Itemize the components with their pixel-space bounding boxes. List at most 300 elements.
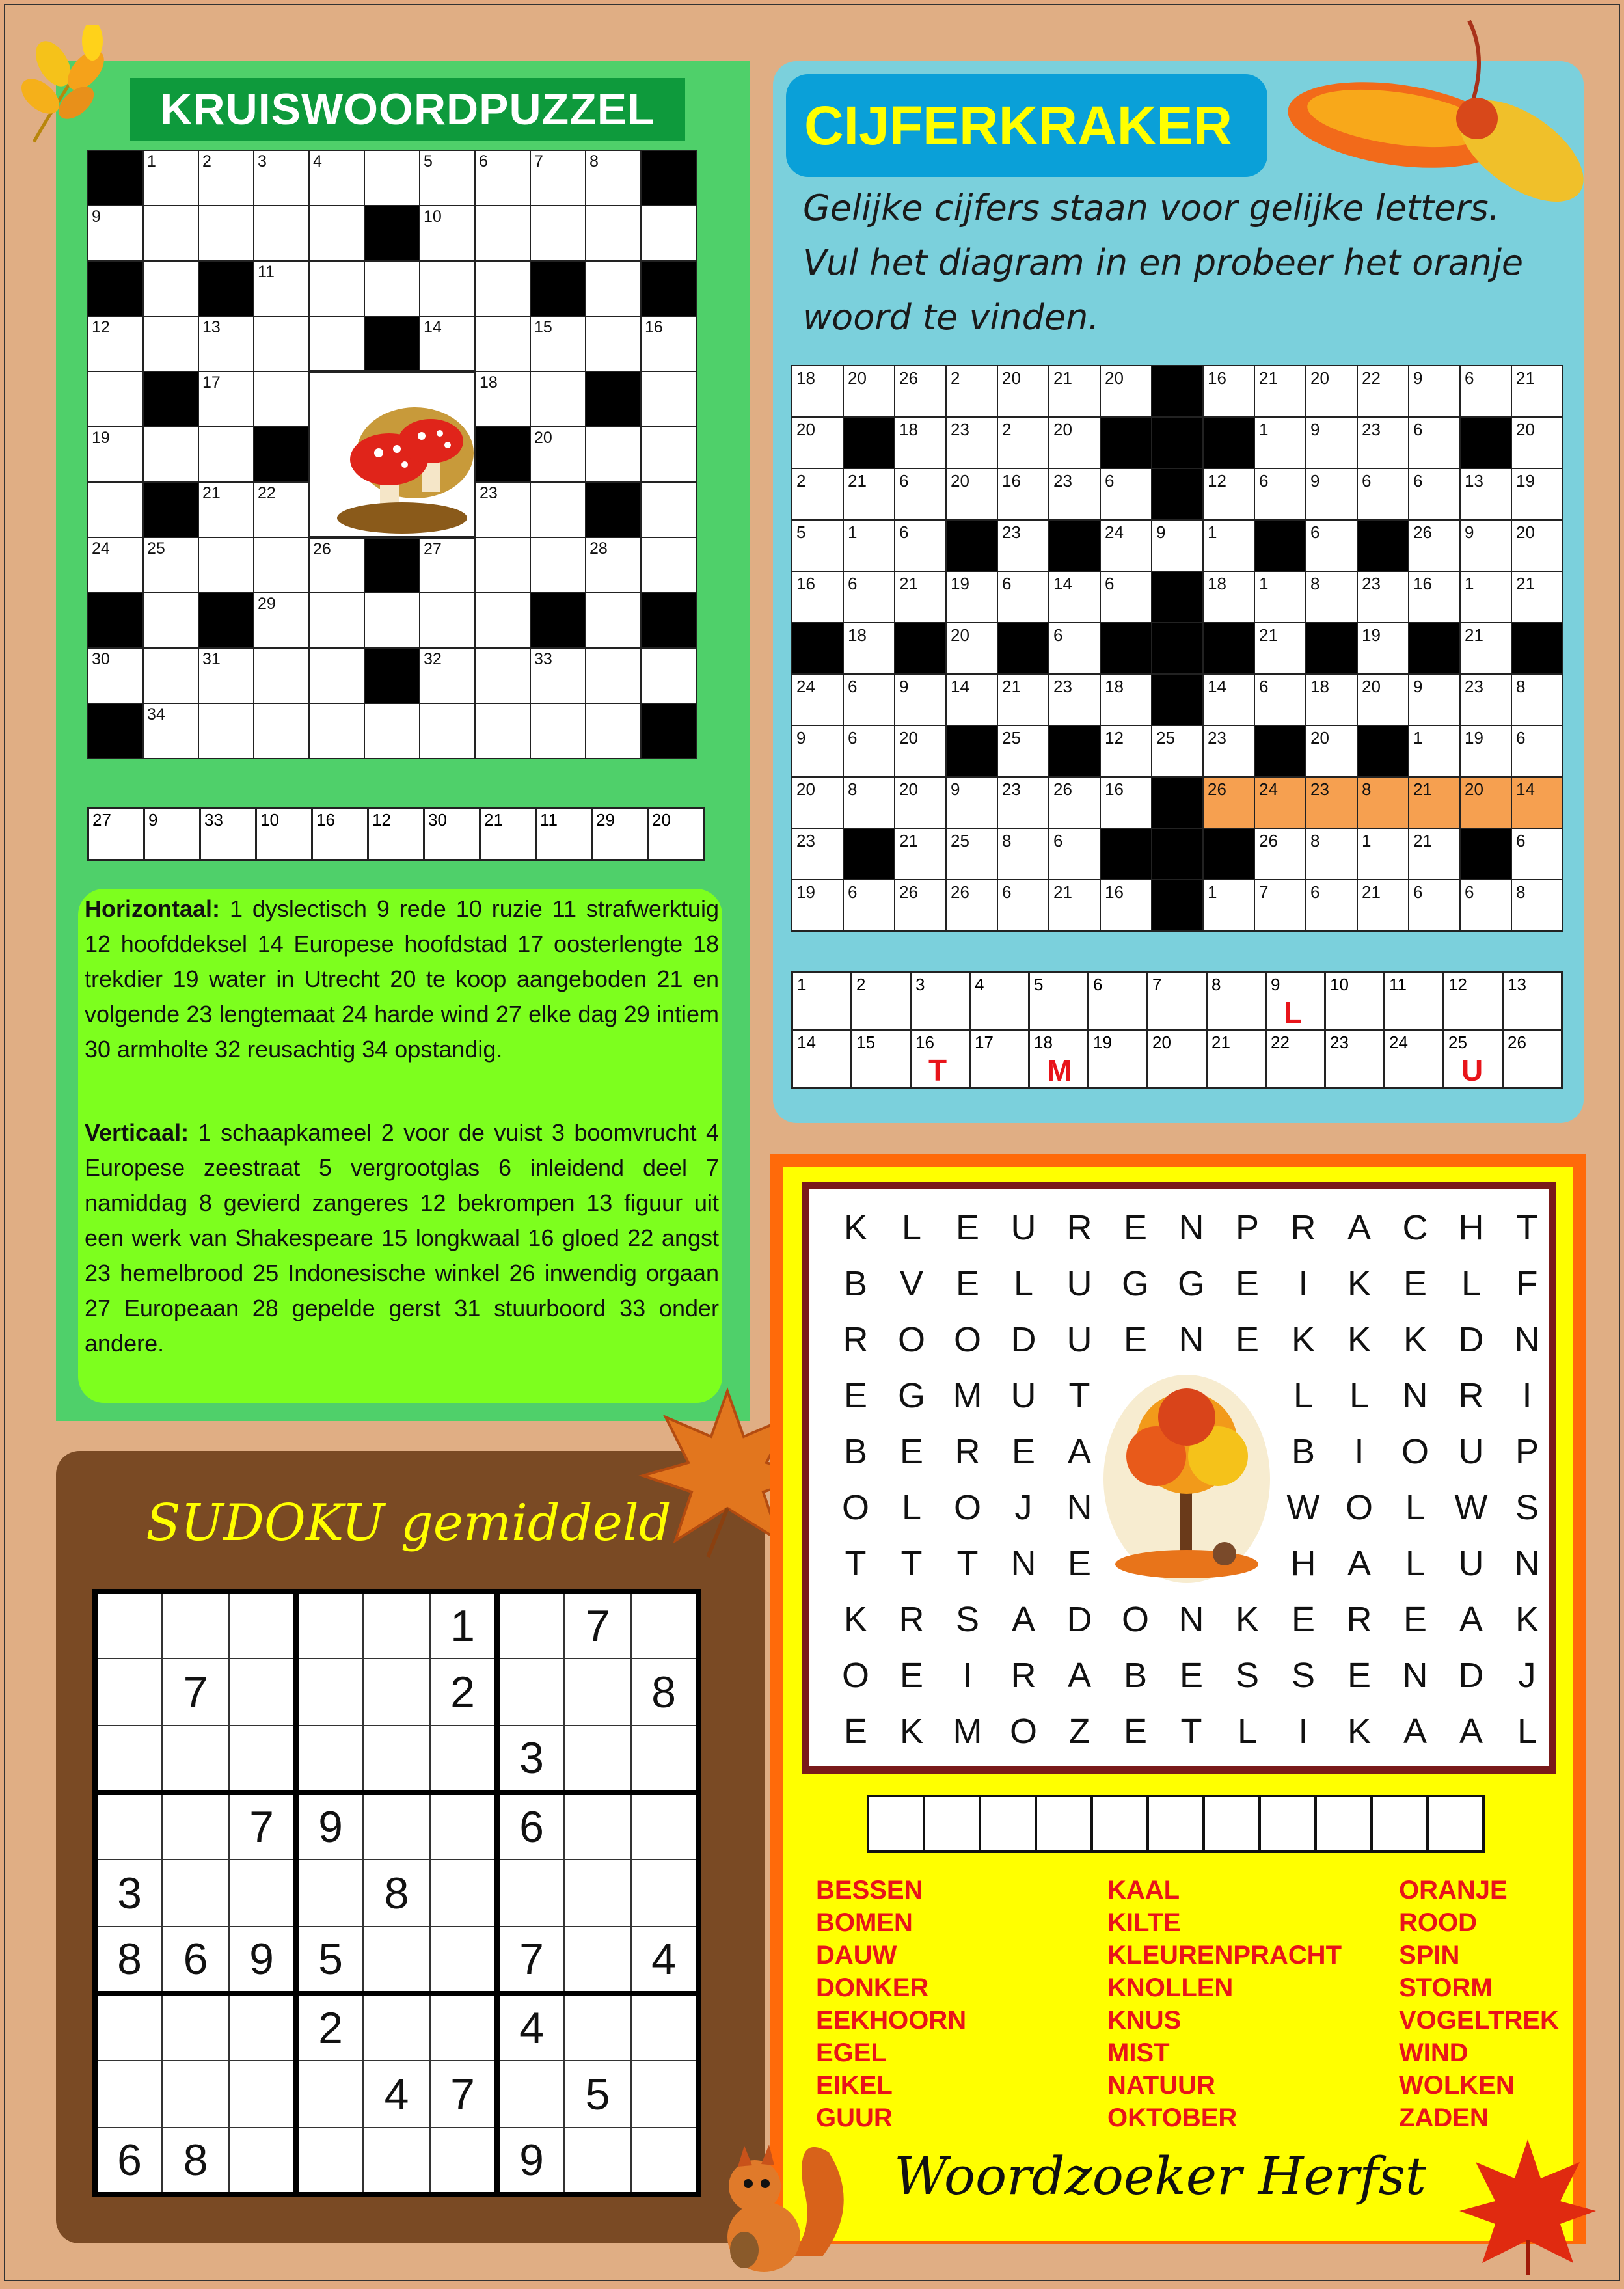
crossword-cell[interactable]: [641, 372, 696, 427]
code-cracker-cell[interactable]: [1203, 571, 1254, 623]
crossword-cell[interactable]: [586, 427, 641, 482]
code-cracker-cell[interactable]: [843, 674, 895, 725]
crossword-solution-cell[interactable]: [480, 808, 536, 860]
word-search-letter[interactable]: F: [1516, 1264, 1538, 1303]
crossword-cell[interactable]: [309, 593, 364, 648]
crossword-cell[interactable]: [198, 316, 254, 372]
crossword-cell[interactable]: [88, 316, 143, 372]
code-cracker-cell[interactable]: [895, 880, 946, 931]
crossword-solution-cell[interactable]: [424, 808, 480, 860]
crossword-solution-cell[interactable]: [592, 808, 648, 860]
code-cracker-cell[interactable]: [792, 777, 843, 828]
code-key-cell[interactable]: [911, 1030, 970, 1088]
word-search-letter[interactable]: W: [1286, 1488, 1320, 1527]
sudoku-cell[interactable]: [296, 2128, 363, 2195]
sudoku-cell[interactable]: [363, 1994, 430, 2061]
code-key-cell[interactable]: [970, 1030, 1029, 1088]
code-cracker-cell[interactable]: [792, 828, 843, 880]
word-search-letter[interactable]: I: [1298, 1712, 1308, 1751]
word-search-letter[interactable]: D: [1066, 1600, 1092, 1639]
code-cracker-cell[interactable]: [1203, 674, 1254, 725]
word-search-solution-box[interactable]: [1316, 1796, 1372, 1852]
code-cracker-cell[interactable]: [1511, 468, 1563, 520]
crossword-cell[interactable]: [420, 593, 475, 648]
word-search-letter[interactable]: R: [843, 1320, 869, 1359]
word-search-letter[interactable]: Z: [1068, 1712, 1090, 1751]
word-search-solution-box[interactable]: [1204, 1796, 1260, 1852]
sudoku-cell[interactable]: [363, 1927, 430, 1994]
code-cracker-cell[interactable]: [997, 777, 1049, 828]
sudoku-cell[interactable]: [229, 1726, 296, 1793]
code-cracker-cell[interactable]: [1511, 828, 1563, 880]
sudoku-cell[interactable]: 4: [363, 2061, 430, 2128]
sudoku-cell[interactable]: [564, 1927, 631, 1994]
word-search-letter[interactable]: N: [1010, 1544, 1036, 1583]
code-cracker-cell[interactable]: [1254, 623, 1306, 674]
code-cracker-cell[interactable]: [1511, 571, 1563, 623]
crossword-cell[interactable]: [530, 537, 586, 593]
code-cracker-cell[interactable]: [1357, 674, 1409, 725]
crossword-cell[interactable]: [420, 261, 475, 316]
sudoku-cell[interactable]: 8: [162, 2128, 229, 2195]
sudoku-cell[interactable]: [497, 1591, 564, 1659]
word-search-letter[interactable]: B: [1123, 1656, 1148, 1695]
crossword-cell[interactable]: [198, 482, 254, 537]
code-cracker-cell[interactable]: [997, 880, 1049, 931]
crossword-cell[interactable]: [586, 593, 641, 648]
sudoku-cell[interactable]: [229, 1591, 296, 1659]
crossword-solution-cell[interactable]: [368, 808, 424, 860]
word-search-letter[interactable]: E: [1235, 1264, 1260, 1303]
crossword-cell[interactable]: [198, 427, 254, 482]
word-search-letter[interactable]: K: [1403, 1320, 1428, 1359]
sudoku-cell[interactable]: [564, 1793, 631, 1860]
word-search-letter[interactable]: M: [953, 1376, 982, 1415]
word-search-letter[interactable]: K: [1235, 1600, 1260, 1639]
sudoku-cell[interactable]: 8: [631, 1659, 698, 1726]
sudoku-cell[interactable]: 1: [430, 1591, 497, 1659]
crossword-cell[interactable]: [143, 427, 198, 482]
sudoku-cell[interactable]: [95, 2061, 162, 2128]
crossword-cell[interactable]: [309, 703, 364, 759]
crossword-cell[interactable]: [420, 206, 475, 261]
crossword-cell[interactable]: [143, 703, 198, 759]
crossword-cell[interactable]: [198, 206, 254, 261]
word-search-letter[interactable]: T: [900, 1544, 923, 1583]
code-cracker-orange-cell[interactable]: [1511, 777, 1563, 828]
sudoku-cell[interactable]: 9: [497, 2128, 564, 2195]
code-cracker-cell[interactable]: [1306, 828, 1357, 880]
word-search-letter[interactable]: A: [1011, 1600, 1036, 1639]
word-search-letter[interactable]: I: [1522, 1376, 1532, 1415]
word-search-solution-box[interactable]: [1148, 1796, 1204, 1852]
code-cracker-cell[interactable]: [1203, 520, 1254, 571]
sudoku-cell[interactable]: [430, 1726, 497, 1793]
word-search-letter[interactable]: N: [1402, 1656, 1428, 1695]
word-search-letter[interactable]: E: [1123, 1320, 1148, 1359]
sudoku-cell[interactable]: [363, 1726, 430, 1793]
code-key-cell[interactable]: [1148, 972, 1207, 1030]
crossword-cell[interactable]: [530, 316, 586, 372]
code-cracker-cell[interactable]: [895, 520, 946, 571]
code-key-cell[interactable]: [1444, 972, 1503, 1030]
word-search-letter[interactable]: B: [843, 1264, 868, 1303]
word-search-letter[interactable]: L: [1405, 1544, 1426, 1583]
code-cracker-cell[interactable]: [946, 674, 997, 725]
word-search-letter[interactable]: R: [954, 1432, 981, 1471]
sudoku-cell[interactable]: [631, 1591, 698, 1659]
code-cracker-cell[interactable]: [1049, 571, 1100, 623]
code-cracker-cell[interactable]: [1100, 777, 1152, 828]
code-cracker-cell[interactable]: [997, 674, 1049, 725]
code-cracker-cell[interactable]: [1306, 520, 1357, 571]
sudoku-cell[interactable]: [631, 2128, 698, 2195]
crossword-cell[interactable]: [254, 537, 309, 593]
crossword-cell[interactable]: [143, 150, 198, 206]
code-key-cell[interactable]: [1207, 972, 1266, 1030]
crossword-cell[interactable]: [420, 703, 475, 759]
word-search-letter[interactable]: A: [1347, 1544, 1372, 1583]
sudoku-cell[interactable]: [95, 1793, 162, 1860]
word-search-letter[interactable]: M: [953, 1712, 982, 1751]
word-search-solution-box[interactable]: [1372, 1796, 1428, 1852]
word-search-letter[interactable]: P: [1515, 1432, 1539, 1471]
crossword-solution-cell[interactable]: [88, 808, 144, 860]
word-search-solution-box[interactable]: [868, 1796, 924, 1852]
word-search-letter[interactable]: S: [955, 1600, 980, 1639]
code-cracker-cell[interactable]: [1409, 674, 1460, 725]
word-search-letter[interactable]: O: [841, 1656, 869, 1695]
code-cracker-cell[interactable]: [1357, 623, 1409, 674]
crossword-cell[interactable]: [143, 648, 198, 703]
code-cracker-cell[interactable]: [1049, 674, 1100, 725]
word-search-letter[interactable]: L: [901, 1488, 922, 1527]
word-search-letter[interactable]: A: [1403, 1712, 1428, 1751]
code-cracker-cell[interactable]: [1460, 520, 1511, 571]
code-cracker-cell[interactable]: [1409, 571, 1460, 623]
code-cracker-cell[interactable]: [1409, 828, 1460, 880]
sudoku-cell[interactable]: [564, 1659, 631, 1726]
sudoku-cell[interactable]: [363, 1793, 430, 1860]
code-cracker-orange-cell[interactable]: [1409, 777, 1460, 828]
code-key-cell[interactable]: [792, 972, 852, 1030]
sudoku-cell[interactable]: [296, 1726, 363, 1793]
crossword-cell[interactable]: [309, 261, 364, 316]
word-search-letter[interactable]: N: [1066, 1488, 1092, 1527]
sudoku-cell[interactable]: [631, 2061, 698, 2128]
word-search-letter[interactable]: E: [955, 1264, 980, 1303]
crossword-cell[interactable]: [88, 648, 143, 703]
sudoku-cell[interactable]: 7: [229, 1793, 296, 1860]
sudoku-cell[interactable]: [564, 1726, 631, 1793]
code-key-cell[interactable]: [1385, 1030, 1444, 1088]
word-search-letter[interactable]: E: [1011, 1432, 1036, 1471]
code-cracker-cell[interactable]: [1460, 623, 1511, 674]
sudoku-cell[interactable]: 6: [162, 1927, 229, 1994]
code-cracker-cell[interactable]: [1254, 571, 1306, 623]
code-key-cell[interactable]: [1089, 1030, 1148, 1088]
code-cracker-cell[interactable]: [1409, 366, 1460, 417]
crossword-cell[interactable]: [88, 206, 143, 261]
word-search-letter[interactable]: L: [901, 1208, 922, 1247]
code-cracker-cell[interactable]: [946, 623, 997, 674]
crossword-cell[interactable]: [530, 150, 586, 206]
sudoku-cell[interactable]: [229, 1860, 296, 1927]
code-cracker-cell[interactable]: [1511, 520, 1563, 571]
word-search-letter[interactable]: U: [1458, 1544, 1484, 1583]
code-cracker-cell[interactable]: [1511, 366, 1563, 417]
word-search-letter[interactable]: E: [843, 1376, 868, 1415]
crossword-cell[interactable]: [309, 316, 364, 372]
code-cracker-orange-cell[interactable]: [1254, 777, 1306, 828]
word-search-letter[interactable]: T: [1516, 1208, 1538, 1247]
code-cracker-orange-cell[interactable]: [1460, 777, 1511, 828]
crossword-cell[interactable]: [143, 206, 198, 261]
code-cracker-cell[interactable]: [1460, 468, 1511, 520]
word-search-letter[interactable]: O: [1401, 1432, 1429, 1471]
word-search-letter[interactable]: A: [1067, 1656, 1092, 1695]
crossword-cell[interactable]: [364, 593, 420, 648]
word-search-solution-box[interactable]: [924, 1796, 980, 1852]
crossword-cell[interactable]: [254, 482, 309, 537]
sudoku-cell[interactable]: [631, 1994, 698, 2061]
sudoku-cell[interactable]: 6: [497, 1793, 564, 1860]
crossword-cell[interactable]: [586, 316, 641, 372]
word-search-solution-box[interactable]: [1092, 1796, 1148, 1852]
code-cracker-cell[interactable]: [1049, 777, 1100, 828]
code-key-cell[interactable]: [1325, 972, 1385, 1030]
crossword-cell[interactable]: [364, 703, 420, 759]
code-cracker-cell[interactable]: [843, 725, 895, 777]
code-cracker-cell[interactable]: [895, 468, 946, 520]
crossword-cell[interactable]: [364, 261, 420, 316]
sudoku-cell[interactable]: [95, 1659, 162, 1726]
crossword-cell[interactable]: [475, 316, 530, 372]
word-search-letter[interactable]: R: [1010, 1656, 1036, 1695]
word-search-letter[interactable]: N: [1514, 1544, 1540, 1583]
crossword-cell[interactable]: [254, 372, 309, 427]
code-cracker-cell[interactable]: [997, 417, 1049, 468]
crossword-cell[interactable]: [530, 372, 586, 427]
code-key-cell[interactable]: [1503, 972, 1562, 1030]
crossword-cell[interactable]: [586, 206, 641, 261]
crossword-cell[interactable]: [309, 206, 364, 261]
code-cracker-cell[interactable]: [792, 520, 843, 571]
sudoku-cell[interactable]: [430, 1860, 497, 1927]
code-cracker-cell[interactable]: [843, 520, 895, 571]
code-cracker-cell[interactable]: [843, 880, 895, 931]
word-search-letter[interactable]: A: [1347, 1208, 1372, 1247]
sudoku-cell[interactable]: [296, 1591, 363, 1659]
word-search-letter[interactable]: E: [1123, 1712, 1148, 1751]
crossword-cell[interactable]: [586, 261, 641, 316]
code-cracker-cell[interactable]: [1306, 880, 1357, 931]
sudoku-cell[interactable]: [229, 1994, 296, 2061]
crossword-cell[interactable]: [88, 482, 143, 537]
word-search-letter[interactable]: E: [1291, 1600, 1316, 1639]
word-search-letter[interactable]: E: [899, 1432, 924, 1471]
sudoku-cell[interactable]: 8: [363, 1860, 430, 1927]
crossword-cell[interactable]: [254, 703, 309, 759]
crossword-cell[interactable]: [143, 537, 198, 593]
word-search-letter[interactable]: V: [899, 1264, 924, 1303]
word-search-letter[interactable]: B: [1291, 1432, 1316, 1471]
word-search-letter[interactable]: E: [899, 1656, 924, 1695]
code-cracker-cell[interactable]: [1254, 366, 1306, 417]
crossword-cell[interactable]: [420, 537, 475, 593]
word-search-letter[interactable]: D: [1458, 1320, 1484, 1359]
word-search-letter[interactable]: O: [1009, 1712, 1037, 1751]
code-key-cell[interactable]: [1385, 972, 1444, 1030]
word-search-letter[interactable]: G: [1177, 1264, 1205, 1303]
code-key-cell[interactable]: [1444, 1030, 1503, 1088]
word-search-letter[interactable]: O: [953, 1320, 981, 1359]
code-cracker-cell[interactable]: [1511, 674, 1563, 725]
word-search-letter[interactable]: E: [1347, 1656, 1372, 1695]
sudoku-cell[interactable]: [162, 1591, 229, 1659]
crossword-cell[interactable]: [88, 537, 143, 593]
crossword-cell[interactable]: [198, 372, 254, 427]
crossword-cell[interactable]: [309, 537, 364, 593]
word-search-letter[interactable]: J: [1518, 1656, 1536, 1695]
sudoku-cell[interactable]: [296, 1659, 363, 1726]
code-key-cell[interactable]: [1148, 1030, 1207, 1088]
sudoku-cell[interactable]: [430, 2128, 497, 2195]
code-cracker-cell[interactable]: [792, 366, 843, 417]
sudoku-cell[interactable]: [296, 1860, 363, 1927]
code-cracker-cell[interactable]: [1460, 674, 1511, 725]
word-search-letter[interactable]: O: [1121, 1600, 1149, 1639]
crossword-cell[interactable]: [475, 703, 530, 759]
code-cracker-cell[interactable]: [1254, 828, 1306, 880]
word-search-letter[interactable]: D: [1010, 1320, 1036, 1359]
word-search-letter[interactable]: T: [845, 1544, 867, 1583]
code-key-cell[interactable]: [1029, 1030, 1089, 1088]
code-cracker-cell[interactable]: [1100, 880, 1152, 931]
word-search-letter[interactable]: R: [1290, 1208, 1316, 1247]
word-search-letter[interactable]: L: [1461, 1264, 1482, 1303]
code-cracker-cell[interactable]: [1100, 468, 1152, 520]
word-search-letter[interactable]: S: [1235, 1656, 1260, 1695]
code-cracker-cell[interactable]: [1254, 674, 1306, 725]
sudoku-cell[interactable]: [95, 1591, 162, 1659]
code-cracker-cell[interactable]: [1306, 674, 1357, 725]
word-search-solution-box[interactable]: [1036, 1796, 1092, 1852]
word-search-letter[interactable]: O: [897, 1320, 925, 1359]
word-search-letter[interactable]: K: [1347, 1264, 1372, 1303]
word-search-letter[interactable]: A: [1459, 1600, 1483, 1639]
word-search-solution-box[interactable]: [980, 1796, 1036, 1852]
word-search-letter[interactable]: L: [1237, 1712, 1258, 1751]
code-cracker-cell[interactable]: [843, 468, 895, 520]
crossword-cell[interactable]: [254, 261, 309, 316]
word-search-letter[interactable]: O: [953, 1488, 981, 1527]
sudoku-cell[interactable]: [363, 2128, 430, 2195]
crossword-cell[interactable]: [641, 206, 696, 261]
sudoku-cell[interactable]: [95, 1994, 162, 2061]
word-search-solution-box[interactable]: [1428, 1796, 1483, 1852]
code-key-cell[interactable]: [1207, 1030, 1266, 1088]
crossword-cell[interactable]: [475, 372, 530, 427]
word-search-letter[interactable]: I: [1354, 1432, 1364, 1471]
code-cracker-cell[interactable]: [946, 880, 997, 931]
sudoku-cell[interactable]: 7: [162, 1659, 229, 1726]
code-key-cell[interactable]: [1089, 972, 1148, 1030]
sudoku-cell[interactable]: [162, 2061, 229, 2128]
word-search-letter[interactable]: L: [1013, 1264, 1034, 1303]
crossword-solution-cell[interactable]: [536, 808, 592, 860]
crossword-cell[interactable]: [641, 482, 696, 537]
sudoku-cell[interactable]: [497, 2061, 564, 2128]
word-search-letter[interactable]: R: [899, 1600, 925, 1639]
sudoku-cell[interactable]: [631, 1726, 698, 1793]
code-cracker-cell[interactable]: [792, 417, 843, 468]
word-search-letter[interactable]: A: [1067, 1432, 1092, 1471]
crossword-cell[interactable]: [198, 150, 254, 206]
sudoku-cell[interactable]: 6: [95, 2128, 162, 2195]
code-cracker-cell[interactable]: [843, 777, 895, 828]
word-search-letter[interactable]: N: [1178, 1208, 1204, 1247]
sudoku-cell[interactable]: 9: [229, 1927, 296, 1994]
word-search-letter[interactable]: P: [1235, 1208, 1260, 1247]
sudoku-cell[interactable]: [497, 1659, 564, 1726]
crossword-cell[interactable]: [198, 648, 254, 703]
code-cracker-cell[interactable]: [792, 674, 843, 725]
code-cracker-cell[interactable]: [1152, 520, 1203, 571]
code-cracker-orange-cell[interactable]: [1357, 777, 1409, 828]
crossword-cell[interactable]: [586, 150, 641, 206]
word-search-letter[interactable]: H: [1458, 1208, 1484, 1247]
code-cracker-cell[interactable]: [997, 520, 1049, 571]
word-search-letter[interactable]: E: [1403, 1600, 1428, 1639]
crossword-cell[interactable]: [641, 648, 696, 703]
code-cracker-cell[interactable]: [1203, 880, 1254, 931]
code-cracker-cell[interactable]: [997, 725, 1049, 777]
sudoku-cell[interactable]: 7: [564, 1591, 631, 1659]
sudoku-cell[interactable]: [430, 1994, 497, 2061]
crossword-cell[interactable]: [420, 316, 475, 372]
word-search-letter[interactable]: C: [1402, 1208, 1428, 1247]
code-cracker-cell[interactable]: [895, 571, 946, 623]
sudoku-cell[interactable]: [162, 1860, 229, 1927]
code-cracker-cell[interactable]: [1203, 725, 1254, 777]
code-key-cell[interactable]: [1266, 1030, 1325, 1088]
crossword-cell[interactable]: [364, 150, 420, 206]
sudoku-cell[interactable]: [497, 1860, 564, 1927]
code-cracker-cell[interactable]: [895, 674, 946, 725]
word-search-letter[interactable]: T: [956, 1544, 979, 1583]
crossword-cell[interactable]: [475, 537, 530, 593]
code-cracker-orange-cell[interactable]: [1306, 777, 1357, 828]
code-key-cell[interactable]: [852, 972, 911, 1030]
crossword-cell[interactable]: [530, 703, 586, 759]
code-cracker-cell[interactable]: [895, 828, 946, 880]
crossword-cell[interactable]: [475, 648, 530, 703]
word-search-letter[interactable]: E: [843, 1712, 868, 1751]
word-search-letter[interactable]: N: [1178, 1320, 1204, 1359]
code-cracker-cell[interactable]: [1409, 468, 1460, 520]
code-cracker-cell[interactable]: [1049, 828, 1100, 880]
sudoku-cell[interactable]: [363, 1591, 430, 1659]
word-search-letter[interactable]: K: [899, 1712, 924, 1751]
sudoku-cell[interactable]: [363, 1659, 430, 1726]
code-cracker-cell[interactable]: [1152, 725, 1203, 777]
crossword-cell[interactable]: [254, 206, 309, 261]
sudoku-cell[interactable]: 3: [497, 1726, 564, 1793]
code-key-cell[interactable]: [911, 972, 970, 1030]
crossword-solution-cell[interactable]: [256, 808, 312, 860]
code-cracker-cell[interactable]: [946, 366, 997, 417]
